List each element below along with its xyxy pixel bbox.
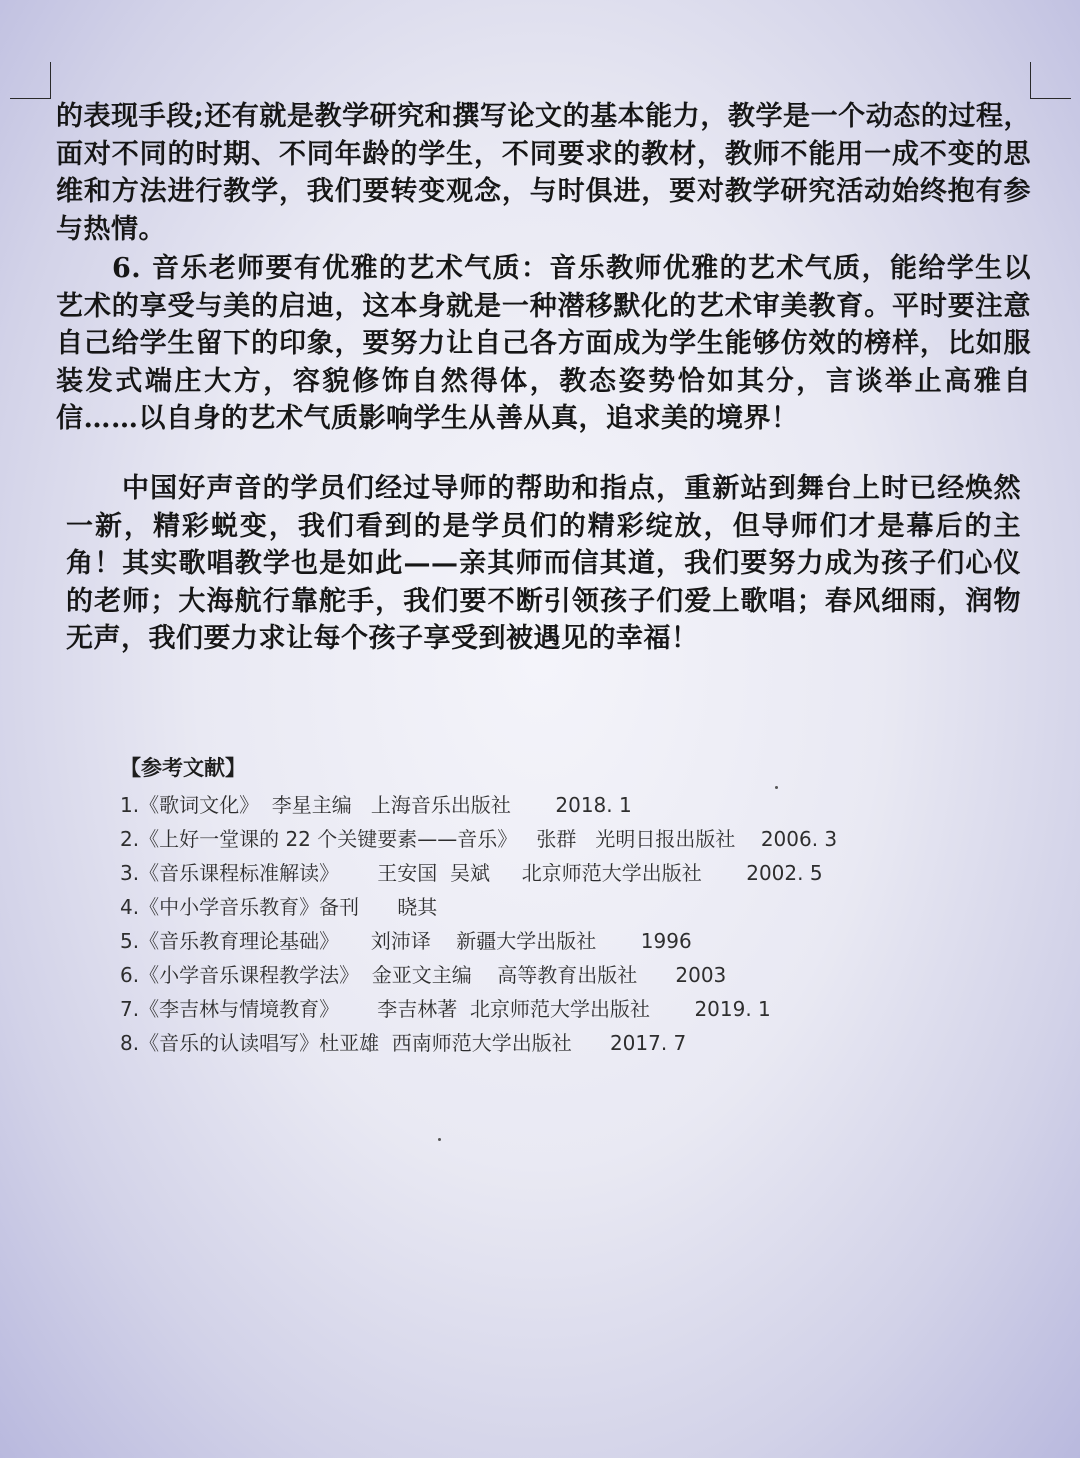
reference-item: 7.《李吉林与情境教育》 李吉林著 北京师范大学出版社 2019. 1	[120, 997, 771, 1021]
body-paragraph-3: 中国好声音的学员们经过导师的帮助和指点，重新站到舞台上时已经焕然一新，精彩蜕变，我们看到的是学员们的精彩绽放，但导师们才是幕后的主角！其实歌唱教学也是如此——亲其师而信其道，我们要努力成为孩子们心仪的老师；大海航行靠舵手，我们要不断引领孩子们爱上歌唱；春风细雨，润物无声，我们要力求让每个孩子享受到被遇见的幸福！	[66, 473, 1021, 654]
reference-item: 8.《音乐的认读唱写》杜亚雄 西南师范大学出版社 2017. 7	[120, 1031, 687, 1055]
reference-item: 6.《小学音乐课程教学法》 金亚文主编 高等教育出版社 2003	[120, 963, 727, 987]
references-list	[120, 788, 1000, 1060]
reference-item: 5.《音乐教育理论基础》 刘沛译 新疆大学出版社 1996	[120, 929, 692, 953]
references-title: 【参考文献】	[120, 756, 246, 780]
dust-speck	[775, 786, 778, 789]
references-section	[120, 752, 1000, 1060]
crop-mark-top-left	[10, 62, 51, 99]
reference-item: 2.《上好一堂课的 22 个关键要素——音乐》 张群 光明日报出版社 2006. 3	[120, 827, 838, 851]
dust-speck	[438, 1138, 441, 1141]
body-paragraph-1: 的表现手段;还有就是教学研究和撰写论文的基本能力，教学是一个动态的过程，面对不同的时期、不同年龄的学生，不同要求的教材，教师不能用一成不变的思维和方法进行教学，我们要转变观念，与时俱进，要对教学研究活动始终抱有参与热情。	[56, 101, 1031, 245]
reference-item: 3.《音乐课程标准解读》 王安国 吴斌 北京师范大学出版社 2002. 5	[120, 861, 823, 885]
reference-item: 4.《中小学音乐教育》备刊 晓其	[120, 895, 438, 919]
reference-item: 1.《歌词文化》 李星主编 上海音乐出版社 2018. 1	[120, 793, 632, 817]
crop-mark-top-right	[1030, 62, 1071, 99]
body-paragraph-2: 6. 音乐老师要有优雅的艺术气质：音乐教师优雅的艺术气质，能给学生以艺术的享受与美的启迪，这本身就是一种潜移默化的艺术审美教育。平时要注意自己给学生留下的印象，要努力让自己各方面成为学生能够仿效的榜样，比如服装发式端庄大方，容貌修饰自然得体，教态姿势恰如其分，言谈举止高雅自信……以自身的艺术气质影响学生从善从真，追求美的境界！	[56, 253, 1031, 434]
